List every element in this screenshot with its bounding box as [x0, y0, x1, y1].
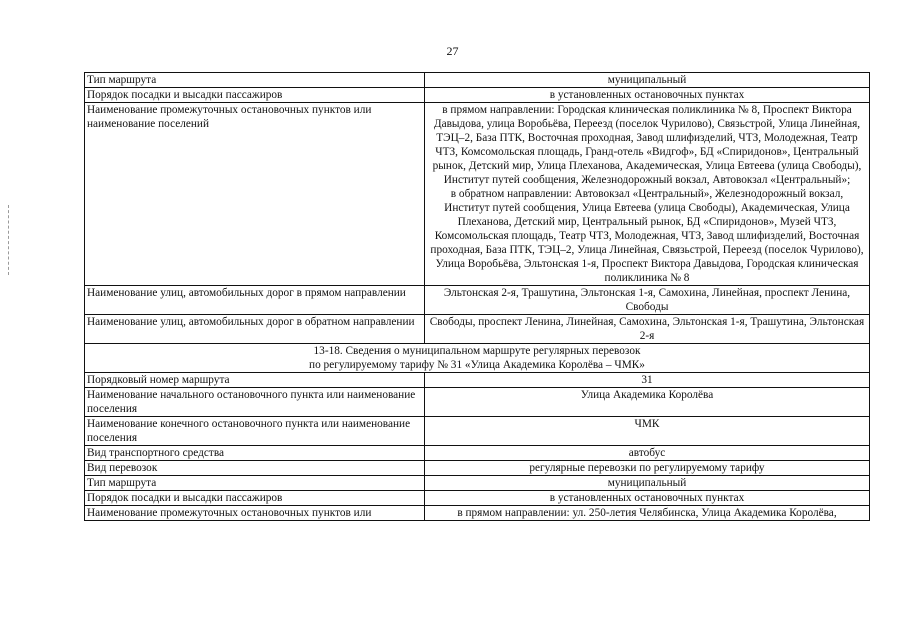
row-label: Наименование начального остановочного пункта или наименование поселения [85, 388, 425, 417]
row-label: Порядок посадки и высадки пассажиров [85, 88, 425, 103]
table-row [85, 446, 870, 461]
section-heading-line: по регулируемому тарифу № 31 «Улица Академика Королёва – ЧМК» [309, 359, 645, 371]
row-value: автобус [425, 446, 870, 461]
table-row [85, 315, 870, 344]
scan-margin-mark [8, 205, 10, 275]
table-row [85, 491, 870, 506]
row-value: в прямом направлении: ул. 250-летия Челябинска, Улица Академика Королёва, [425, 506, 870, 521]
row-value: в установленных остановочных пунктах [425, 491, 870, 506]
table-row [85, 88, 870, 103]
table-row [85, 417, 870, 446]
row-label: Наименование промежуточных остановочных пунктов или [85, 506, 425, 521]
section-heading-line: 13-18. Сведения о муниципальном маршруте регулярных перевозок [313, 345, 641, 357]
row-value: муниципальный [425, 476, 870, 491]
row-value: ЧМК [425, 417, 870, 446]
row-label: Тип маршрута [85, 476, 425, 491]
table-row [85, 103, 870, 286]
section-heading-row [85, 344, 870, 373]
page-number: 27 [446, 44, 459, 58]
table-row [85, 373, 870, 388]
table-row [85, 286, 870, 315]
stops-forward-text: в прямом направлении: Городская клиническая поликлиника № 8, Проспект Виктора Давыдова, улица Воробьёва, Переезд (поселок Чурилово), Связьстрой, Улица Линейная, ТЭЦ–2, База ПТК, Восточная проходная, Завод шлифизделий, ЧТЗ, Молодежная, Театр ЧТЗ, Комсомольская площадь, Гранд-отель «Видгоф», БД «Спиридонов», Центральный рынок, Детский мир, Улица Плеханова, Академическая, Улица Евтеева (улица Свободы), Институт путей сообщения, Железнодорожный вокзал, Автовокзал «Центральный»; [432, 104, 862, 186]
row-label: Наименование промежуточных остановочных пунктов или наименование поселений [85, 103, 425, 286]
table-row [85, 476, 870, 491]
section-heading [85, 344, 870, 373]
row-value: в установленных остановочных пунктах [425, 88, 870, 103]
row-label: Наименование конечного остановочного пункта или наименование поселения [85, 417, 425, 446]
row-value: муниципальный [425, 73, 870, 88]
row-label: Наименование улиц, автомобильных дорог в прямом направлении [85, 286, 425, 315]
table-row [85, 73, 870, 88]
row-label: Вид перевозок [85, 461, 425, 476]
row-label: Порядковый номер маршрута [85, 373, 425, 388]
row-value: Эльтонская 2-я, Трашутина, Эльтонская 1-я, Самохина, Линейная, проспект Ленина, Свободы [425, 286, 870, 315]
row-label: Наименование улиц, автомобильных дорог в обратном направлении [85, 315, 425, 344]
stops-reverse-text: в обратном направлении: Автовокзал «Центральный», Железнодорожный вокзал, Институт путей сообщения, Улица Евтеева (улица Свободы), Академическая, Улица Плеханова, Детский мир, Центральный рынок, БД «Спиридонов», Музей ЧТЗ, Комсомольская площадь, Театр ЧТЗ, Молодежная, ЧТЗ, Завод шлифизделий, Восточная проходная, База ПТК, ТЭЦ–2, Улица Линейная, Связьстрой, Переезд (поселок Чурилово), Улица Воробьёва, Эльтонская 1-я, Проспект Виктора Давыдова, Городская клиническая поликлиника № 8 [430, 188, 864, 284]
row-value: регулярные перевозки по регулируемому тарифу [425, 461, 870, 476]
row-label: Порядок посадки и высадки пассажиров [85, 491, 425, 506]
table-row [85, 461, 870, 476]
table-row [85, 388, 870, 417]
route-info-table [84, 72, 870, 521]
row-label: Тип маршрута [85, 73, 425, 88]
row-label: Вид транспортного средства [85, 446, 425, 461]
intermediate-stops-cell [425, 103, 870, 286]
row-value: 31 [425, 373, 870, 388]
table-row [85, 506, 870, 521]
row-value: Улица Академика Королёва [425, 388, 870, 417]
row-value: Свободы, проспект Ленина, Линейная, Самохина, Эльтонская 1-я, Трашутина, Эльтонская 2-я [425, 315, 870, 344]
